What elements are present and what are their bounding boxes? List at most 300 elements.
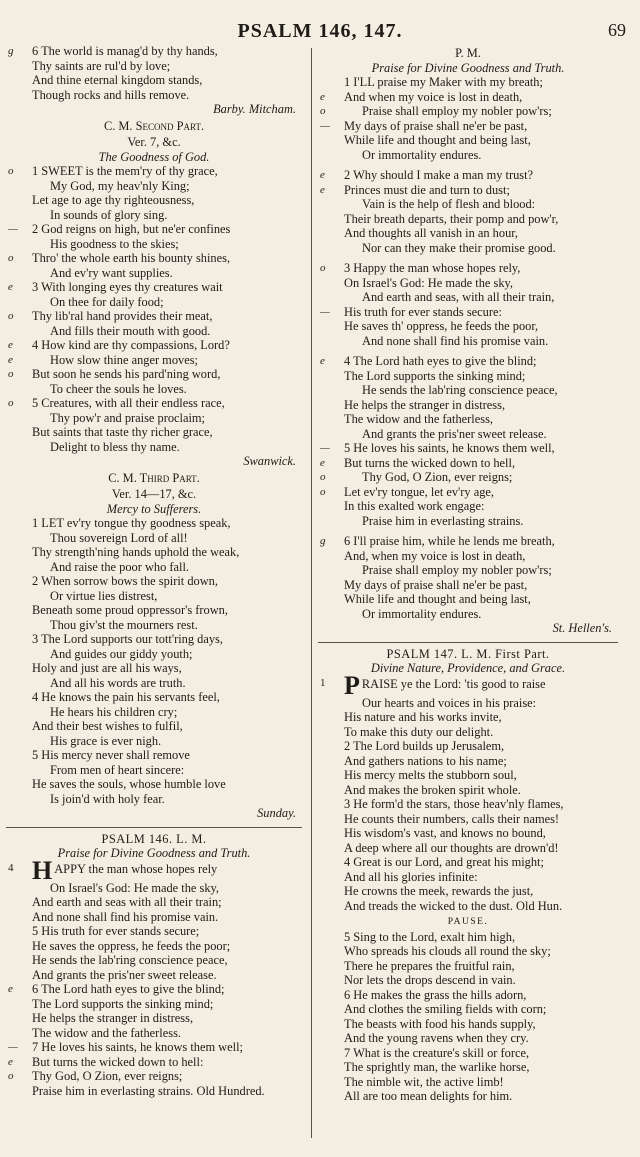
line-text: And treads the wicked to the dust. Old Hun.: [344, 898, 563, 913]
line-text: 3 Happy the man whose hopes rely,: [344, 261, 521, 275]
verse-line: [6, 440, 302, 455]
line-text: Thou giv'st the mourners rest.: [50, 617, 198, 632]
verse-line: [6, 309, 302, 324]
verse-line: [318, 290, 618, 305]
verse-line: [318, 1031, 618, 1046]
part-mark: o: [8, 368, 14, 380]
verse-line: [318, 90, 618, 105]
line-text: 6 The Lord hath eyes to give the blind;: [32, 982, 225, 996]
line-text: And ev'ry want supplies.: [50, 265, 173, 280]
verse-line: [6, 1011, 302, 1026]
verse-line: [318, 305, 618, 320]
line-text: 4 How kind are thy compassions, Lord?: [32, 338, 230, 352]
line-text: 7 What is the creature's skill or force,: [344, 1045, 530, 1060]
left-column: [6, 44, 302, 1098]
verse-line: [6, 324, 302, 339]
line-text: Who spreads his clouds all round the sky;: [344, 944, 551, 958]
line-text: Thy strength'ning hands uphold the weak,: [32, 545, 240, 559]
verse-line: [318, 241, 618, 256]
verse-line: [6, 295, 302, 310]
verse-line: [318, 1089, 618, 1104]
verse-number: 1: [320, 676, 326, 689]
part-mark: —: [320, 305, 330, 318]
verse-line: [318, 398, 618, 413]
verse-line: [318, 973, 618, 988]
line-text: 3 The Lord supports our tott'ring days,: [32, 632, 223, 646]
verse-line: [6, 792, 302, 807]
line-text: And when my voice is lost in death,: [344, 89, 523, 104]
line-text: The widow and the fatherless,: [344, 412, 493, 426]
verse-line: [318, 710, 618, 725]
verse-line: [6, 1069, 302, 1084]
part-mark: e: [8, 339, 13, 351]
line-text: Nor can they make their promise good.: [362, 240, 556, 255]
line-text: And earth and seas, with all their train,: [362, 290, 555, 304]
tune-attribution: St. Hellen's.: [552, 621, 612, 635]
verse-line: [318, 1017, 618, 1032]
verse-line: [6, 411, 302, 426]
verse-line: [6, 545, 302, 560]
line-text: While life and thought and being last,: [344, 592, 531, 606]
line-text: And the young ravens when they cry.: [344, 1031, 529, 1045]
psalm-subtitle: Divine Nature, Providence, and Grace.: [370, 661, 566, 675]
line-text: And grants the pris'ner sweet release.: [362, 426, 547, 441]
verse-line: [318, 884, 618, 899]
line-text: His goodness to the skies;: [50, 236, 179, 251]
verse-line: [318, 168, 618, 183]
line-text: Thy God, O Zion, ever reigns;: [32, 1069, 183, 1083]
verse-line: [6, 222, 302, 237]
verse-line: [6, 968, 302, 983]
verse-line: [6, 690, 302, 705]
line-text: The nimble wit, the active limb!: [344, 1074, 504, 1089]
part-mark: o: [320, 471, 326, 483]
line-text: Holy and just are all his ways,: [32, 661, 182, 675]
verse-line: [6, 516, 302, 531]
line-text: 5 His mercy never shall remove: [32, 748, 190, 762]
line-text: 5 He loves his saints, he knows them well,: [344, 441, 555, 455]
verse-number: 4: [8, 861, 14, 874]
verse-line: [318, 739, 618, 754]
verse-line: [318, 369, 618, 384]
line-text: His wisdom's vast, and knows no bound,: [344, 826, 546, 840]
verse-line: [6, 748, 302, 763]
line-text: How slow thine anger moves;: [50, 352, 198, 367]
verse-line: [6, 280, 302, 295]
part-mark: e: [8, 1055, 13, 1068]
line-text: And fills their mouth with good.: [50, 323, 211, 338]
verse-line: [6, 382, 302, 397]
verse-line: [318, 319, 618, 334]
verse-line: [318, 354, 618, 369]
line-text: Thy God, O Zion, ever reigns;: [362, 470, 513, 484]
verse-line: [318, 226, 618, 241]
verse-line: [318, 183, 618, 198]
section-heading: C. M. Second Part.: [103, 118, 205, 133]
part-mark: —: [320, 119, 330, 132]
verse-line: [6, 676, 302, 691]
line-text: To cheer the souls he loves.: [50, 381, 187, 396]
line-text: The beasts with food his hands supply,: [344, 1016, 536, 1031]
line-text: And all his glories infinite:: [344, 869, 478, 884]
line-text: And raise the poor who fall.: [50, 559, 190, 574]
verse-line: [318, 1046, 618, 1061]
verse-line: [318, 1075, 618, 1090]
line-text: And clothes the smiling fields with corn;: [344, 1002, 547, 1016]
psalm-heading: PSALM 147. L. M. First Part.: [386, 646, 550, 661]
drop-cap: P: [344, 670, 360, 700]
verse-line: [318, 1060, 618, 1075]
line-text: He saves the souls, whose humble love: [32, 777, 226, 791]
line-text: Or immortality endures.: [362, 147, 482, 162]
column-divider: [311, 48, 312, 1138]
line-text: His nature and his works invite,: [344, 710, 502, 724]
line-text: But soon he sends his pard'ning word,: [32, 367, 221, 381]
line-text: RAISE ye the Lord: 'tis good to raise: [361, 676, 546, 691]
line-text: 1 LET ev'ry tongue thy goodness speak,: [32, 516, 231, 530]
verse-line: [318, 855, 618, 870]
verse-line: [6, 734, 302, 749]
line-text: And earth and seas with all their train;: [32, 895, 222, 909]
verse-line: [318, 456, 618, 471]
tune-attribution: Barby. Mitcham.: [213, 102, 296, 116]
line-text: A deep where all our thoughts are drown'd!: [344, 840, 559, 855]
line-text: He saves th' oppress, he feeds the poor,: [344, 319, 539, 333]
line-text: Vain is the help of flesh and blood:: [362, 197, 536, 211]
verse-line: [318, 499, 618, 514]
verse-line: [6, 881, 302, 896]
verse-line: [318, 592, 618, 607]
line-text: And grants the pris'ner sweet release.: [32, 967, 217, 982]
verse-line: [6, 193, 302, 208]
pause-marker: PAUSE.: [447, 917, 489, 927]
line-text: 3 With longing eyes thy creatures wait: [32, 280, 223, 294]
verse-line: [318, 578, 618, 593]
section-subtitle: Praise for Divine Goodness and Truth.: [371, 60, 565, 75]
verse-line: [6, 705, 302, 720]
line-text: From men of heart sincere:: [50, 762, 185, 777]
verse-reference: Ver. 7, &c.: [127, 135, 181, 149]
line-text: APPY the man whose hopes rely: [54, 861, 218, 876]
part-mark: —: [8, 1041, 18, 1053]
line-text: Thy lib'ral hand provides their meat,: [32, 309, 213, 323]
line-text: 6 The world is manag'd by thy hands,: [32, 44, 218, 58]
part-mark: e: [320, 456, 325, 469]
verse-line: [6, 895, 302, 910]
part-mark: e: [8, 983, 13, 995]
tune-attribution: Swanwick.: [243, 454, 296, 468]
line-text: He crowns the meek, rewards the just,: [344, 884, 534, 898]
line-text: He counts their numbers, calls their names!: [344, 811, 560, 826]
section-heading: P. M.: [455, 46, 481, 60]
line-text: And makes the broken spirit whole.: [344, 782, 521, 797]
verse-line: [6, 367, 302, 382]
verse-line: [318, 197, 618, 212]
verse-line: [318, 534, 618, 549]
line-text: Is join'd with holy fear.: [50, 791, 165, 806]
verse-line: [318, 783, 618, 798]
line-text: Or immortality endures.: [362, 606, 482, 621]
verse-line: [6, 939, 302, 954]
line-text: Thou sovereign Lord of all!: [50, 530, 188, 545]
verse-line: [6, 618, 302, 633]
line-text: His mercy melts the stubborn soul,: [344, 768, 517, 782]
verse-line: [318, 959, 618, 974]
verse-line: [318, 427, 618, 442]
verse-line: [318, 412, 618, 427]
part-mark: o: [8, 1070, 14, 1082]
verse-line: [318, 441, 618, 456]
line-text: Let ev'ry tongue, let ev'ry age,: [344, 484, 494, 499]
line-text: Nor lets the drops descend in vain.: [344, 973, 516, 987]
line-text: But turns the wicked down to hell,: [344, 455, 516, 470]
verse-line: [318, 75, 618, 90]
verse-line: [318, 696, 618, 711]
part-mark: o: [8, 165, 14, 177]
part-mark: o: [8, 252, 14, 264]
verse-line: [6, 425, 302, 440]
part-mark: —: [8, 223, 18, 235]
line-text: The Lord supports the sinking mind;: [344, 368, 526, 383]
psalm-subtitle: Praise for Divine Goodness and Truth.: [57, 846, 251, 860]
verse-line: [318, 768, 618, 783]
psalm-heading: PSALM 146. L. M.: [101, 831, 207, 846]
verse-line: [6, 953, 302, 968]
line-text: And gathers nations to his name;: [344, 753, 507, 768]
line-text: He sends the lab'ring conscience peace,: [362, 383, 558, 397]
tune-attribution: Sunday.: [257, 806, 296, 820]
line-text: He helps the stranger in distress,: [344, 397, 506, 412]
verse-line: [6, 237, 302, 252]
verse-line: [6, 763, 302, 778]
verse-line: [6, 251, 302, 266]
line-text: 6 I'll praise him, while he lends me breath,: [344, 534, 555, 548]
verse-line: [318, 148, 618, 163]
line-text: On Israel's God: He made the sky,: [50, 880, 220, 895]
verse-line: [6, 59, 302, 74]
verse-line: [6, 88, 302, 103]
verse-line: [318, 470, 618, 485]
line-text: Their breath departs, their pomp and pow'r,: [344, 211, 559, 226]
line-text: But saints that taste thy richer grace,: [32, 425, 213, 439]
line-text: 2 Why should I make a man my trust?: [344, 168, 534, 182]
verse-line: [6, 589, 302, 604]
line-text: And none shall find his promise vain.: [32, 909, 219, 924]
line-text: In sounds of glory sing.: [50, 207, 168, 222]
line-text: 1 I'LL praise my Maker with my breath;: [344, 75, 543, 89]
line-text: The sprightly man, the warlike horse,: [344, 1060, 530, 1074]
line-text: And their best wishes to fulfil,: [32, 719, 183, 733]
verse-line: [318, 754, 618, 769]
verse-line: [318, 812, 618, 827]
line-text: Thy pow'r and praise proclaim;: [50, 410, 206, 425]
verse-line: [6, 531, 302, 546]
verse-line: [318, 725, 618, 740]
verse-line: [318, 261, 618, 276]
verse-line: [6, 997, 302, 1012]
verse-line: [6, 44, 302, 59]
verse-line: [318, 944, 618, 959]
running-title: PSALM 146, 147.: [237, 20, 403, 42]
page-header: [0, 14, 640, 44]
right-column: [318, 44, 618, 1104]
line-text: Princes must die and turn to dust;: [344, 182, 510, 197]
line-text: 2 When sorrow bows the spirit down,: [32, 574, 218, 588]
verse-line: [318, 607, 618, 622]
verse-line: [6, 1040, 302, 1055]
line-text: Praise shall employ my nobler pow'rs;: [362, 563, 552, 577]
line-text: His grace is ever nigh.: [50, 733, 162, 748]
part-mark: g: [320, 535, 326, 547]
part-mark: e: [320, 183, 325, 196]
verse-line: [318, 670, 618, 700]
verse-line: [6, 560, 302, 575]
verse-line: [318, 563, 618, 578]
verse-line: [318, 826, 618, 841]
line-text: 7 He loves his saints, he knows them well;: [32, 1040, 243, 1054]
line-text: He helps the stranger in distress,: [32, 1011, 194, 1025]
line-text: 5 His truth for ever stands secure;: [32, 924, 200, 938]
line-text: Praise shall employ my nobler pow'rs;: [362, 104, 552, 118]
line-text: He sends the lab'ring conscience peace,: [32, 953, 228, 967]
verse-line: [318, 383, 618, 398]
verse-line: [318, 276, 618, 291]
verse-line: [318, 514, 618, 529]
page-number: 69: [608, 20, 626, 40]
line-text: My days of praise shall ne'er be past,: [344, 577, 528, 592]
drop-cap: H: [32, 855, 53, 885]
line-text: And thine eternal kingdom stands,: [32, 73, 203, 87]
line-text: Or virtue lies distrest,: [50, 588, 158, 603]
line-text: There he prepares the fruitful rain,: [344, 958, 515, 973]
line-text: 4 He knows the pain his servants feel,: [32, 690, 220, 704]
line-text: On thee for daily food;: [50, 294, 164, 309]
line-text: All are too mean delights for him.: [344, 1089, 513, 1103]
line-text: Thy saints are rul'd by love;: [32, 58, 171, 73]
verse-line: [6, 1055, 302, 1070]
line-text: My days of praise shall ne'er be past,: [344, 118, 528, 133]
verse-line: [318, 119, 618, 134]
verse-line: [318, 797, 618, 812]
line-text: 1 SWEET is the mem'ry of thy grace,: [32, 164, 218, 178]
line-text: Our hearts and voices in his praise:: [362, 695, 537, 710]
line-text: In this exalted work engage:: [344, 499, 485, 513]
section-heading: C. M. Third Part.: [108, 470, 200, 485]
verse-line: [6, 73, 302, 88]
verse-line: [6, 719, 302, 734]
line-text: And guides our giddy youth;: [50, 646, 193, 661]
line-text: 2 God reigns on high, but ne'er confines: [32, 222, 231, 236]
line-text: And, when my voice is lost in death,: [344, 548, 526, 563]
verse-line: [6, 208, 302, 223]
line-text: Praise him in everlasting strains.: [362, 513, 524, 528]
line-text: My God, my heav'nly King;: [50, 178, 190, 193]
line-text: On Israel's God: He made the sky,: [344, 275, 514, 290]
verse-line: [6, 1026, 302, 1041]
line-text: And all his words are truth.: [50, 675, 186, 690]
line-text: Praise him in everlasting strains. Old Hundred.: [32, 1083, 265, 1098]
line-text: 4 Great is our Lord, and great his might;: [344, 855, 544, 869]
verse-line: [318, 988, 618, 1003]
verse-line: [6, 396, 302, 411]
verse-line: [6, 661, 302, 676]
verse-line: [6, 338, 302, 353]
part-mark: e: [320, 355, 325, 367]
section-rule: [6, 827, 302, 828]
line-text: 3 He form'd the stars, those heav'nly flames,: [344, 797, 564, 811]
line-text: Though rocks and hills remove.: [32, 87, 190, 102]
verse-line: [318, 841, 618, 856]
part-mark: —: [320, 442, 330, 454]
verse-line: [318, 870, 618, 885]
line-text: To make this duty our delight.: [344, 724, 494, 739]
verse-line: [318, 930, 618, 945]
section-subtitle: The Goodness of God.: [98, 149, 210, 164]
verse-line: [6, 1084, 302, 1099]
verse-line: [6, 266, 302, 281]
line-text: Thro' the whole earth his bounty shines,: [32, 251, 231, 265]
line-text: Beneath some proud oppressor's frown,: [32, 603, 228, 617]
verse-line: [6, 924, 302, 939]
verse-line: [6, 353, 302, 368]
verse-line: [6, 855, 302, 885]
part-mark: o: [320, 262, 326, 274]
line-text: He hears his children cry;: [50, 704, 178, 719]
verse-line: [318, 899, 618, 914]
section-subtitle: Mercy to Sufferers.: [106, 501, 202, 516]
verse-line: [318, 549, 618, 564]
line-text: He saves the oppress, he feeds the poor;: [32, 938, 231, 953]
part-mark: e: [8, 353, 13, 366]
verse-line: [6, 179, 302, 194]
section-rule: [318, 642, 618, 643]
part-mark: o: [8, 310, 14, 322]
part-mark: o: [320, 485, 326, 498]
line-text: And thoughts all vanish in an hour,: [344, 226, 518, 240]
verse-line: [318, 1002, 618, 1017]
part-mark: o: [320, 105, 326, 117]
line-text: Delight to bless thy name.: [50, 439, 180, 454]
verse-line: [6, 910, 302, 925]
line-text: While life and thought and being last,: [344, 133, 531, 147]
line-text: Let age to age thy righteousness,: [32, 193, 195, 207]
part-mark: e: [8, 281, 13, 293]
part-mark: o: [8, 397, 14, 409]
verse-line: [318, 104, 618, 119]
line-text: The widow and the fatherless.: [32, 1025, 181, 1040]
verse-line: [6, 632, 302, 647]
part-mark: e: [320, 169, 325, 181]
line-text: 4 The Lord hath eyes to give the blind;: [344, 354, 537, 368]
line-text: And none shall find his promise vain.: [362, 333, 549, 348]
verse-line: [6, 647, 302, 662]
line-text: 6 He makes the grass the hills adorn,: [344, 987, 527, 1002]
line-text: 5 Creatures, with all their endless race,: [32, 396, 225, 410]
verse-line: [318, 212, 618, 227]
verse-reference: Ver. 14—17, &c.: [111, 487, 197, 501]
verse-line: [318, 334, 618, 349]
line-text: But turns the wicked down to hell:: [32, 1054, 204, 1069]
verse-line: [6, 164, 302, 179]
line-text: The Lord supports the sinking mind;: [32, 996, 214, 1011]
verse-line: [318, 133, 618, 148]
verse-line: [318, 485, 618, 500]
verse-line: [6, 574, 302, 589]
verse-line: [6, 982, 302, 997]
verse-line: [6, 603, 302, 618]
part-mark: e: [320, 90, 325, 103]
verse-line: [6, 777, 302, 792]
